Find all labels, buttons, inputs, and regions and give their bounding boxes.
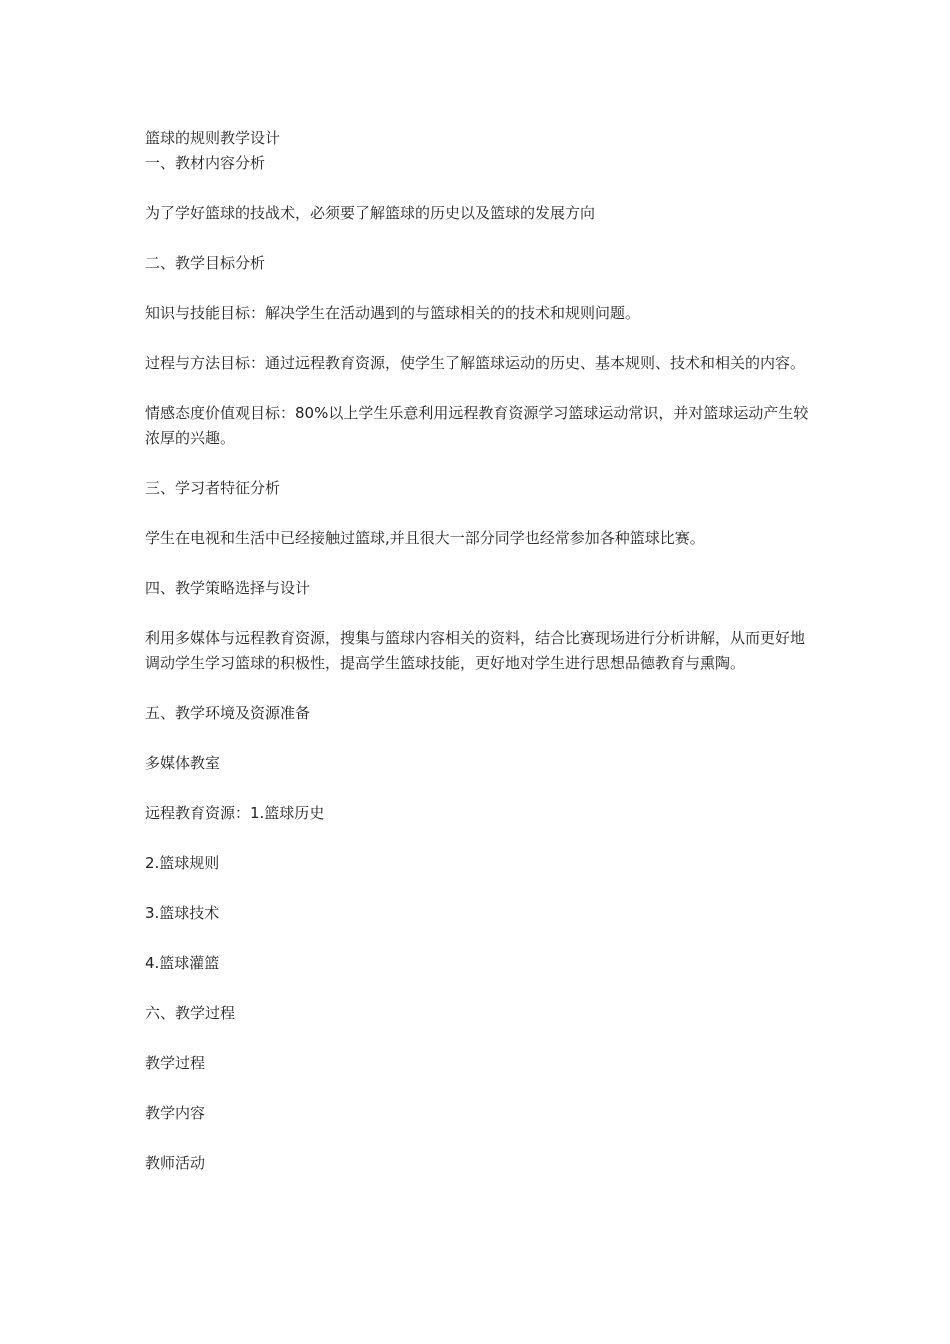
paragraph-teaching-process: 教学过程 xyxy=(145,1054,206,1072)
paragraph-teaching-content: 教学内容 xyxy=(145,1104,206,1122)
list-item-resource-4: 4.篮球灌篮 xyxy=(145,954,220,972)
paragraph-teacher-activity: 教师活动 xyxy=(145,1154,206,1172)
section-heading-1: 一、教材内容分析 xyxy=(145,154,266,172)
list-item-resource-1: 远程教育资源：1.篮球历史 xyxy=(145,804,325,822)
paragraph-process-goal: 过程与方法目标：通过远程教育资源，使学生了解篮球运动的历史、基本规则、技术和相关的内容。 xyxy=(145,354,806,372)
paragraph-knowledge-goal: 知识与技能目标：解决学生在活动遇到的与篮球相关的的技术和规则问题。 xyxy=(145,304,641,322)
paragraph-content-analysis: 为了学好篮球的技战术，必须要了解篮球的历史以及篮球的发展方向 xyxy=(145,204,596,222)
section-heading-3: 三、学习者特征分析 xyxy=(145,479,281,497)
document-body xyxy=(145,126,810,1176)
paragraph-classroom: 多媒体教室 xyxy=(145,754,221,772)
paragraph-attitude-goal: 情感态度价值观目标：80%以上学生乐意利用远程教育资源学习篮球运动常识，并对篮球运动产生较浓厚的兴趣。 xyxy=(145,404,809,447)
list-item-resource-3: 3.篮球技术 xyxy=(145,904,220,922)
section-heading-5: 五、教学环境及资源准备 xyxy=(145,704,311,722)
paragraph-learner-analysis: 学生在电视和生活中已经接触过篮球,并且很大一部分同学也经常参加各种篮球比赛。 xyxy=(145,529,705,547)
section-heading-2: 二、教学目标分析 xyxy=(145,254,266,272)
section-heading-4: 四、教学策略选择与设计 xyxy=(145,579,311,597)
section-heading-6: 六、教学过程 xyxy=(145,1004,236,1022)
paragraph-strategy: 利用多媒体与远程教育资源，搜集与篮球内容相关的资料，结合比赛现场进行分析讲解，从而更好地调动学生学习篮球的积极性，提高学生篮球技能，更好地对学生进行思想品德教育与熏陶。 xyxy=(145,629,806,672)
list-item-resource-2: 2.篮球规则 xyxy=(145,854,220,872)
document-title: 篮球的规则教学设计 xyxy=(145,129,281,147)
